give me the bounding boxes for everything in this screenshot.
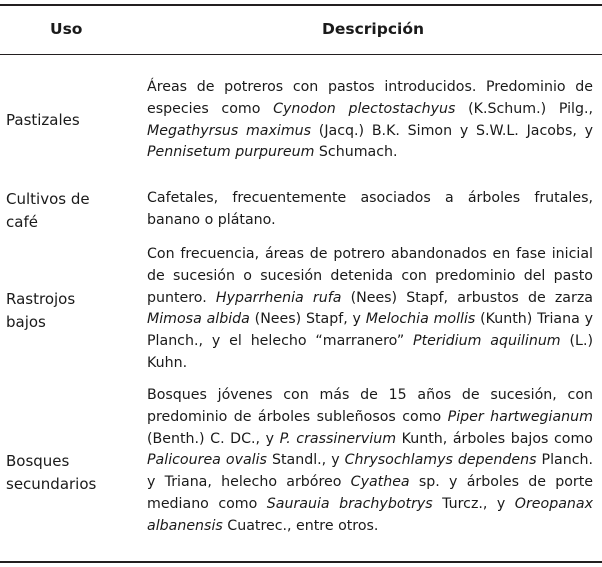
species-name: Mimosa albida bbox=[147, 311, 250, 328]
species-name: Melochia mollis bbox=[365, 311, 476, 328]
species-name: Pteridium aquilinum bbox=[413, 333, 561, 350]
description-text: Cuatrec., entre otros. bbox=[222, 517, 379, 534]
description-text: Planch. y Triana, helecho arbóreo bbox=[147, 452, 593, 491]
description-text: Con frecuencia, áreas de potrero abandonados en fase inicial de sucesión o sucesión detenida con predominio del pasto puntero. bbox=[147, 246, 593, 306]
description-text: sp. y árboles de porte mediano como bbox=[147, 474, 594, 512]
species-name: Saurauia brachybotrys bbox=[266, 495, 433, 512]
row-uso: Rastrojos bajos bbox=[6, 290, 76, 331]
description-text: Cafetales, frecuentemente asociados a árboles frutales, banano o plátano. bbox=[147, 190, 593, 228]
description-text: Turcz., y bbox=[432, 495, 515, 512]
row-descripcion bbox=[147, 77, 593, 164]
species-name: Pennisetum purpureum bbox=[147, 144, 315, 161]
description-text: Bosques jóvenes con más de 15 años de sucesión, con predominio de árboles subleñosos como bbox=[147, 387, 593, 425]
species-name: Piper hartwegianum bbox=[447, 408, 593, 425]
species-name: Chrysochlamys dependens bbox=[344, 452, 537, 469]
row-descripcion bbox=[147, 244, 593, 375]
description-text: Schumach. bbox=[314, 144, 398, 161]
description-text: (Benth.) C. DC., y bbox=[147, 430, 280, 447]
table-bottom-rule bbox=[0, 561, 602, 563]
description-text: (K.Schum.) Pilg., bbox=[455, 100, 594, 117]
species-name: Cyathea bbox=[350, 474, 410, 491]
description-text: (Kunth) Triana y Planch., y el helecho “marranero” bbox=[147, 311, 593, 350]
description-text: (Nees) Stapf, y bbox=[249, 311, 366, 328]
species-name: Hyparrhenia rufa bbox=[215, 289, 342, 306]
row-uso: Pastizales bbox=[6, 111, 80, 129]
row-descripcion bbox=[147, 188, 593, 232]
species-name: P. crassinervium bbox=[279, 430, 397, 447]
species-name: Oreopanax albanensis bbox=[147, 495, 593, 534]
description-text: (Nees) Stapf, arbustos de zarza bbox=[341, 289, 593, 306]
header-uso: Uso bbox=[50, 20, 83, 38]
description-text: (L.) Kuhn. bbox=[147, 333, 593, 371]
header-descripcion: Descripción bbox=[322, 20, 425, 38]
description-text: Áreas de potreros con pastos introducidos. Predominio de especies como bbox=[147, 79, 593, 117]
description-text: Standl., y bbox=[266, 452, 345, 469]
description-text: (Jacq.) B.K. Simon y S.W.L. Jacobs, y bbox=[311, 122, 593, 139]
header-rule bbox=[0, 54, 602, 55]
species-name: Cynodon plectostachyus bbox=[273, 100, 456, 117]
row-descripcion bbox=[147, 385, 593, 538]
row-uso: Bosques secundarios bbox=[6, 452, 97, 493]
table-top-rule bbox=[0, 4, 602, 6]
row-uso: Cultivos de café bbox=[6, 190, 90, 231]
species-name: Megathyrsus maximus bbox=[147, 122, 312, 139]
description-text: Kunth, árboles bajos como bbox=[396, 430, 593, 447]
species-name: Palicourea ovalis bbox=[147, 452, 267, 469]
